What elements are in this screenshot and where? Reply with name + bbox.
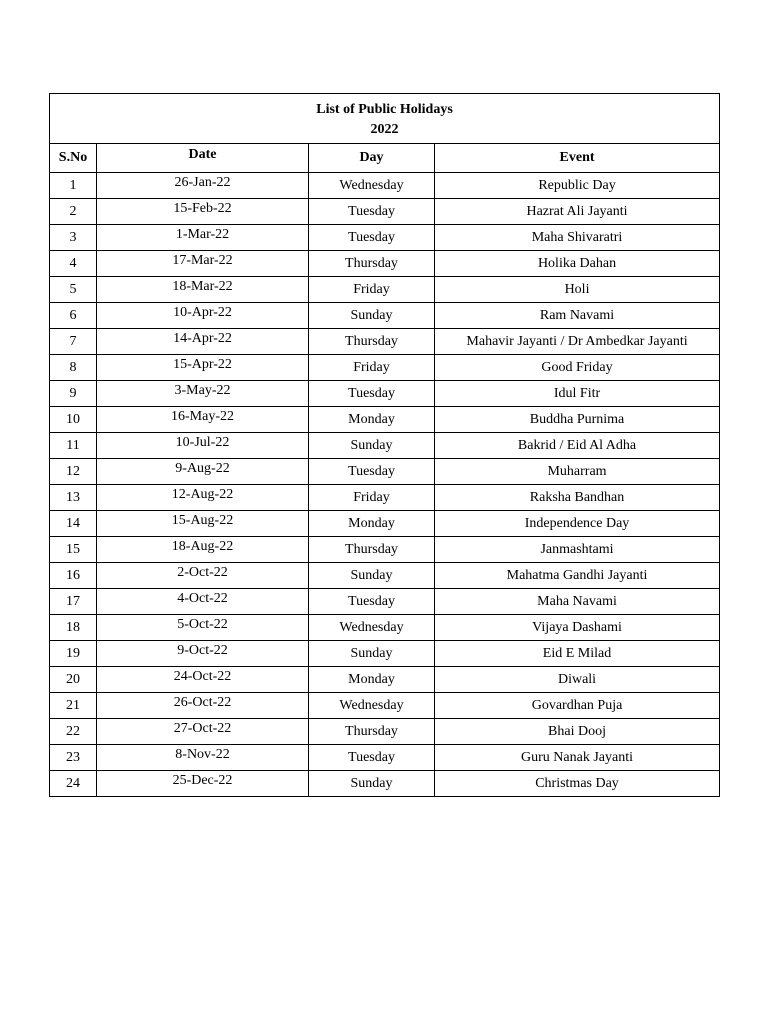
cell-date-text: 27-Oct-22 <box>173 720 232 736</box>
cell-event: Diwali <box>435 667 720 693</box>
cell-sno: 3 <box>50 225 97 251</box>
cell-event: Idul Fitr <box>435 381 720 407</box>
table-row <box>50 459 720 485</box>
table-row <box>50 589 720 615</box>
cell-date <box>97 251 309 277</box>
cell-event: Ram Navami <box>435 303 720 329</box>
cell-sno: 10 <box>50 407 97 433</box>
cell-day: Wednesday <box>309 693 435 719</box>
cell-date-text: 8-Nov-22 <box>175 746 230 762</box>
cell-event: Guru Nanak Jayanti <box>435 745 720 771</box>
cell-day: Tuesday <box>309 745 435 771</box>
cell-day: Tuesday <box>309 589 435 615</box>
table-row <box>50 641 720 667</box>
table-row <box>50 563 720 589</box>
cell-date <box>97 381 309 407</box>
cell-date-text: 9-Oct-22 <box>177 642 228 658</box>
cell-date <box>97 199 309 225</box>
cell-day: Friday <box>309 485 435 511</box>
cell-day: Tuesday <box>309 381 435 407</box>
table-row <box>50 485 720 511</box>
cell-date-text: 3-May-22 <box>174 382 231 398</box>
cell-date <box>97 563 309 589</box>
cell-date <box>97 329 309 355</box>
cell-date-text: 18-Aug-22 <box>171 538 234 554</box>
cell-event: Maha Shivaratri <box>435 225 720 251</box>
header-row <box>50 144 720 173</box>
cell-day: Friday <box>309 355 435 381</box>
cell-event: Vijaya Dashami <box>435 615 720 641</box>
cell-date-text: 18-Mar-22 <box>172 278 233 294</box>
cell-date <box>97 667 309 693</box>
table-row <box>50 667 720 693</box>
cell-event: Hazrat Ali Jayanti <box>435 199 720 225</box>
cell-event: Govardhan Puja <box>435 693 720 719</box>
cell-sno: 14 <box>50 511 97 537</box>
table-row <box>50 693 720 719</box>
cell-date-text: 10-Jul-22 <box>175 434 230 450</box>
cell-event: Mahavir Jayanti / Dr Ambedkar Jayanti <box>435 329 720 355</box>
cell-day: Monday <box>309 407 435 433</box>
cell-sno: 5 <box>50 277 97 303</box>
cell-sno: 19 <box>50 641 97 667</box>
table-row <box>50 719 720 745</box>
holiday-rows <box>50 173 720 797</box>
cell-day: Wednesday <box>309 173 435 199</box>
cell-event: Christmas Day <box>435 771 720 797</box>
cell-day: Wednesday <box>309 615 435 641</box>
cell-date <box>97 771 309 797</box>
table-row <box>50 537 720 563</box>
cell-day: Sunday <box>309 771 435 797</box>
table-title-cell <box>50 94 720 144</box>
cell-day: Thursday <box>309 329 435 355</box>
cell-date <box>97 719 309 745</box>
cell-sno: 20 <box>50 667 97 693</box>
cell-day: Sunday <box>309 641 435 667</box>
cell-date-text: 5-Oct-22 <box>177 616 228 632</box>
cell-event: Buddha Purnima <box>435 407 720 433</box>
cell-date <box>97 745 309 771</box>
cell-event: Raksha Bandhan <box>435 485 720 511</box>
cell-day: Monday <box>309 511 435 537</box>
cell-day: Sunday <box>309 303 435 329</box>
cell-date <box>97 641 309 667</box>
cell-day: Thursday <box>309 251 435 277</box>
table-row <box>50 615 720 641</box>
cell-sno: 18 <box>50 615 97 641</box>
table-row <box>50 199 720 225</box>
table-row <box>50 225 720 251</box>
cell-date-text: 2-Oct-22 <box>177 564 228 580</box>
header-day: Day <box>309 144 435 173</box>
table-row <box>50 173 720 199</box>
table-row <box>50 277 720 303</box>
table-row <box>50 251 720 277</box>
cell-event: Republic Day <box>435 173 720 199</box>
cell-event: Eid E Milad <box>435 641 720 667</box>
cell-event: Holi <box>435 277 720 303</box>
cell-event: Independence Day <box>435 511 720 537</box>
cell-event: Mahatma Gandhi Jayanti <box>435 563 720 589</box>
cell-date <box>97 173 309 199</box>
cell-date <box>97 485 309 511</box>
table-row <box>50 511 720 537</box>
cell-event: Maha Navami <box>435 589 720 615</box>
holiday-table <box>49 93 720 797</box>
cell-sno: 12 <box>50 459 97 485</box>
cell-date <box>97 615 309 641</box>
cell-date-text: 26-Jan-22 <box>174 174 231 190</box>
cell-sno: 17 <box>50 589 97 615</box>
table-row <box>50 355 720 381</box>
table-row <box>50 329 720 355</box>
cell-date-text: 15-Aug-22 <box>171 512 234 528</box>
cell-sno: 15 <box>50 537 97 563</box>
cell-date-text: 10-Apr-22 <box>173 304 232 320</box>
cell-day: Thursday <box>309 719 435 745</box>
cell-date <box>97 303 309 329</box>
cell-date-text: 15-Feb-22 <box>173 200 232 216</box>
cell-sno: 24 <box>50 771 97 797</box>
table-row <box>50 745 720 771</box>
table-row <box>50 433 720 459</box>
cell-sno: 4 <box>50 251 97 277</box>
cell-date-text: 14-Apr-22 <box>173 330 232 346</box>
cell-day: Tuesday <box>309 459 435 485</box>
cell-date-text: 24-Oct-22 <box>173 668 232 684</box>
cell-day: Tuesday <box>309 225 435 251</box>
cell-date <box>97 589 309 615</box>
cell-date <box>97 355 309 381</box>
holiday-sheet <box>49 93 719 797</box>
cell-day: Thursday <box>309 537 435 563</box>
cell-date <box>97 511 309 537</box>
table-row <box>50 407 720 433</box>
cell-sno: 9 <box>50 381 97 407</box>
cell-date-text: 26-Oct-22 <box>173 694 232 710</box>
cell-sno: 11 <box>50 433 97 459</box>
cell-event: Janmashtami <box>435 537 720 563</box>
cell-event: Muharram <box>435 459 720 485</box>
cell-sno: 6 <box>50 303 97 329</box>
table-row <box>50 771 720 797</box>
header-sno: S.No <box>50 144 97 173</box>
cell-sno: 21 <box>50 693 97 719</box>
cell-date <box>97 693 309 719</box>
cell-event: Bhai Dooj <box>435 719 720 745</box>
cell-date-text: 15-Apr-22 <box>173 356 232 372</box>
cell-date-text: 4-Oct-22 <box>177 590 228 606</box>
table-row <box>50 381 720 407</box>
page-title: List of Public Holidays <box>316 101 453 117</box>
cell-date <box>97 407 309 433</box>
table-row <box>50 303 720 329</box>
cell-date <box>97 537 309 563</box>
cell-date-text: 25-Dec-22 <box>172 772 233 788</box>
cell-sno: 7 <box>50 329 97 355</box>
cell-event: Holika Dahan <box>435 251 720 277</box>
cell-date <box>97 277 309 303</box>
cell-date-text: 17-Mar-22 <box>172 252 233 268</box>
cell-sno: 13 <box>50 485 97 511</box>
cell-day: Tuesday <box>309 199 435 225</box>
header-event: Event <box>435 144 720 173</box>
header-date: Date <box>97 144 309 173</box>
cell-day: Monday <box>309 667 435 693</box>
cell-sno: 22 <box>50 719 97 745</box>
cell-sno: 23 <box>50 745 97 771</box>
cell-sno: 1 <box>50 173 97 199</box>
cell-event: Bakrid / Eid Al Adha <box>435 433 720 459</box>
cell-event: Good Friday <box>435 355 720 381</box>
cell-sno: 16 <box>50 563 97 589</box>
cell-day: Sunday <box>309 563 435 589</box>
cell-date <box>97 225 309 251</box>
cell-sno: 2 <box>50 199 97 225</box>
cell-sno: 8 <box>50 355 97 381</box>
page-year: 2022 <box>370 121 399 137</box>
cell-day: Friday <box>309 277 435 303</box>
cell-date-text: 1-Mar-22 <box>175 226 230 242</box>
cell-date <box>97 459 309 485</box>
cell-date-text: 12-Aug-22 <box>171 486 234 502</box>
cell-date <box>97 433 309 459</box>
cell-day: Sunday <box>309 433 435 459</box>
cell-date-text: 9-Aug-22 <box>175 460 230 476</box>
cell-date-text: 16-May-22 <box>171 408 234 424</box>
